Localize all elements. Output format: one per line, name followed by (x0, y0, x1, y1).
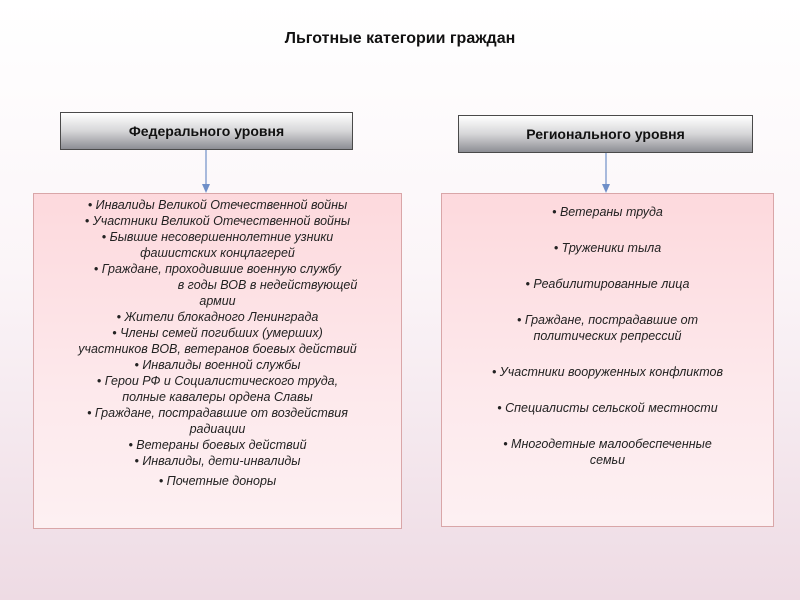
list-item: • Инвалиды Великой Отечественной войны (87, 198, 348, 212)
regional-connector-arrow (600, 153, 612, 194)
list-item: • Труженики тыла (553, 241, 662, 255)
list-item: • Граждане, пострадавшие от политических репрессий (517, 313, 698, 343)
list-item: • Ветераны труда (552, 205, 663, 219)
list-item: • Многодетные малообеспеченные семьи (503, 437, 712, 467)
list-item: • Бывшие несовершеннолетние узники фашистских концлагерей (101, 230, 334, 260)
list-item: • Граждане, пострадавшие от воздействия радиации (87, 406, 348, 436)
list-item: • Почетные доноры (158, 474, 277, 488)
list-item: • Граждане, проходившие военную службу в годы ВОВ в недействующей армии (93, 262, 358, 308)
federal-benefits-list (33, 193, 402, 529)
federal-level-header: Федерального уровня (60, 112, 353, 150)
list-item: • Реабилитированные лица (525, 277, 690, 291)
list-item: • Герои РФ и Социалистического труда, полные кавалеры ордена Славы (96, 374, 339, 404)
diagram-title: Льготные категории граждан (284, 30, 516, 47)
list-item: • Жители блокадного Ленинграда (116, 310, 319, 324)
list-item: • Участники Великой Отечественной войны (84, 214, 351, 228)
list-item: • Участники вооруженных конфликтов (491, 365, 724, 379)
regional-level-header: Регионального уровня (458, 115, 753, 153)
list-item: • Специалисты сельской местности (497, 401, 718, 415)
regional-benefits-list (441, 193, 774, 527)
list-item: • Инвалиды военной службы (134, 358, 301, 372)
federal-connector-arrow (200, 150, 212, 194)
list-item: • Ветераны боевых действий (128, 438, 307, 452)
list-item: • Инвалиды, дети-инвалиды (134, 454, 301, 468)
list-item: • Члены семей погибших (умерших) участников ВОВ, ветеранов боевых действий (78, 326, 357, 356)
